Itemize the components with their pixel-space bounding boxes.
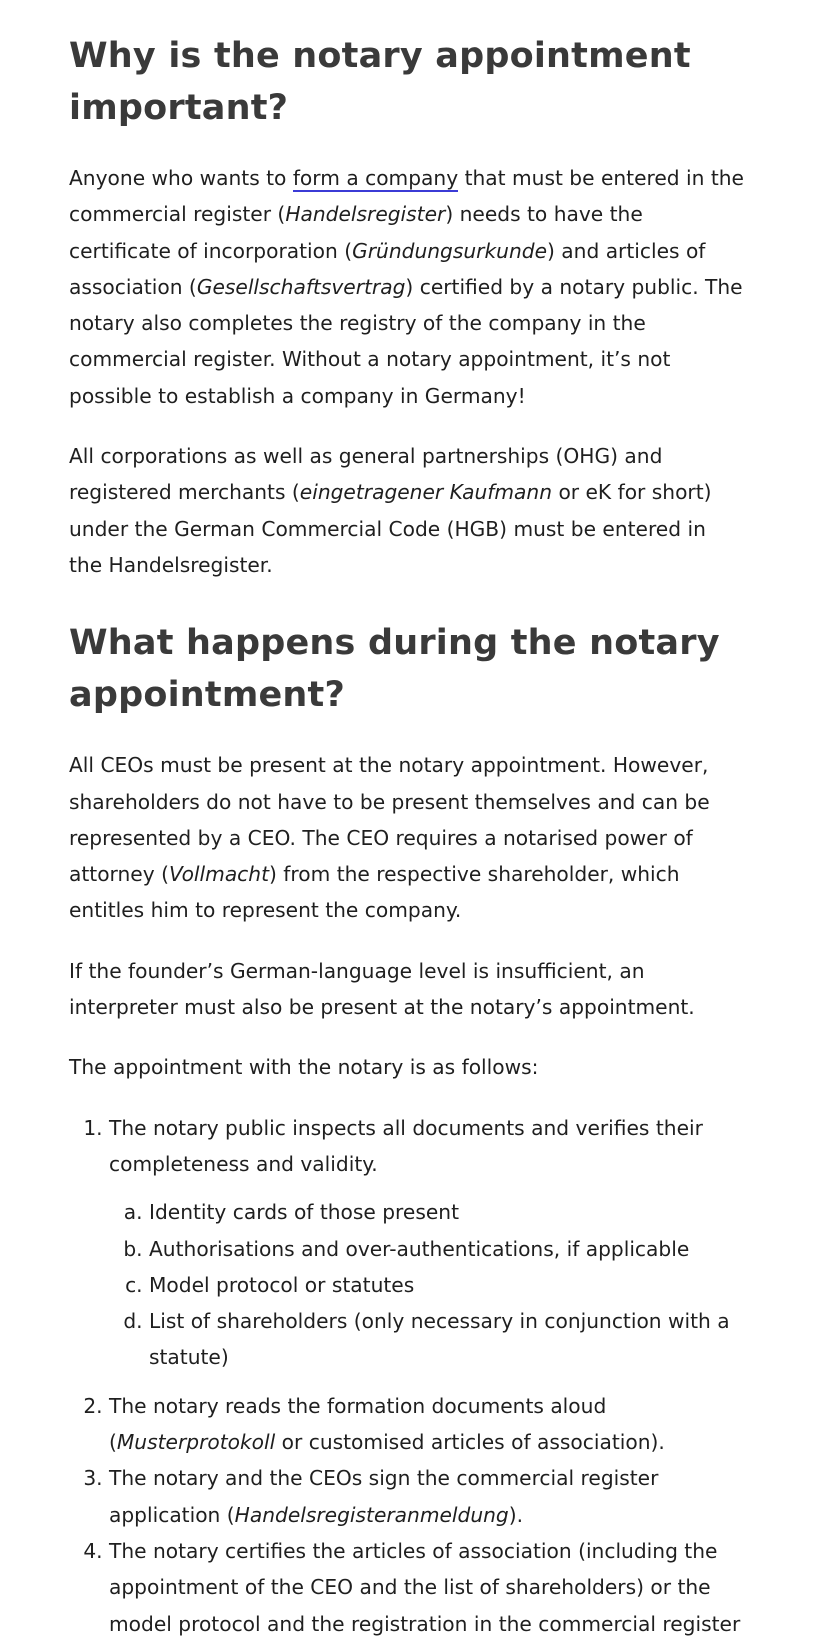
form-a-company-link[interactable]: form a company [292, 166, 459, 190]
list-item: c. Model protocol or statutes [149, 1267, 744, 1303]
section-heading-what-happens: What happens during the notary appointment? [69, 623, 720, 716]
text: ) from the respective shareholder, which entitles him to represent the company. [69, 862, 680, 923]
text: that must be entered in the commercial register ( [69, 166, 744, 227]
paragraph-importance-1 [69, 160, 744, 414]
term-handelsregister: Handelsregister [285, 202, 446, 227]
text: ). [508, 1502, 524, 1527]
list-item-step-2 [109, 1388, 744, 1461]
text: or eK for short) under the German Commercial Code (HGB) must be entered in the Handelsregister. [69, 480, 712, 577]
text: All corporations as well as general partnerships (OHG) and registered merchants ( [69, 444, 663, 505]
text: ) and articles of association ( [69, 238, 706, 299]
list-item-step-3 [109, 1460, 744, 1533]
paragraph-ceos [69, 747, 744, 928]
section-heading-importance: Why is the notary appointment important? [69, 36, 691, 128]
list-item: d. List of shareholders (only necessary in conjunction with a statute) [149, 1303, 744, 1376]
term-handelsregisteranmeldung: Handelsregisteranmeldung [234, 1502, 509, 1527]
paragraph-importance-2 [69, 438, 744, 583]
article [69, 0, 744, 1642]
text: or customised articles of association). [275, 1430, 665, 1455]
steps-list [69, 1110, 744, 1642]
list-item: b. Authorisations and over-authentications, if applicable [149, 1231, 744, 1267]
text: The notary reads the formation documents aloud ( [109, 1393, 607, 1455]
text: The notary and the CEOs sign the commercial register application ( [109, 1466, 659, 1527]
term-musterprotokoll: Musterprotokoll [116, 1430, 276, 1455]
paragraph-interpreter: If the founder’s German-language level is insufficient, an interpreter must also be present at the notary’s appointment. [69, 958, 695, 1020]
paragraph-steps-intro: The appointment with the notary is as follows: [69, 1055, 539, 1080]
text: ) certified by a notary public. The notary also completes the registry of the company in the commercial register. Without a notary appointment, it’s not possible to establish a company in Germany! [69, 274, 743, 408]
text: Anyone who wants to [69, 166, 293, 190]
list-item-step-4: 4. The notary certifies the articles of association (including the appointment of the CEO and the list of shareholders) or the model protocol and the registration in the commercial register [109, 1533, 744, 1642]
term-gruendungsurkunde: Gründungsurkunde [352, 238, 547, 263]
list-item-step-1 [109, 1110, 744, 1376]
text: All CEOs must be present at the notary appointment. However, shareholders do not have to be present themselves and can be represented by a CEO. The CEO requires a notarised power of attorney ( [69, 753, 710, 887]
text: The notary public inspects all documents and verifies their completeness and validity. [109, 1115, 703, 1176]
list-item: a. Identity cards of those present [149, 1194, 744, 1230]
term-gesellschaftsvertrag: Gesellschaftsvertrag [196, 274, 406, 299]
term-eingetragener-kaufmann: eingetragener Kaufmann [299, 480, 553, 505]
term-vollmacht: Vollmacht [168, 862, 269, 887]
sub-list [109, 1194, 744, 1375]
text: ) needs to have the certificate of incorporation ( [69, 202, 643, 263]
